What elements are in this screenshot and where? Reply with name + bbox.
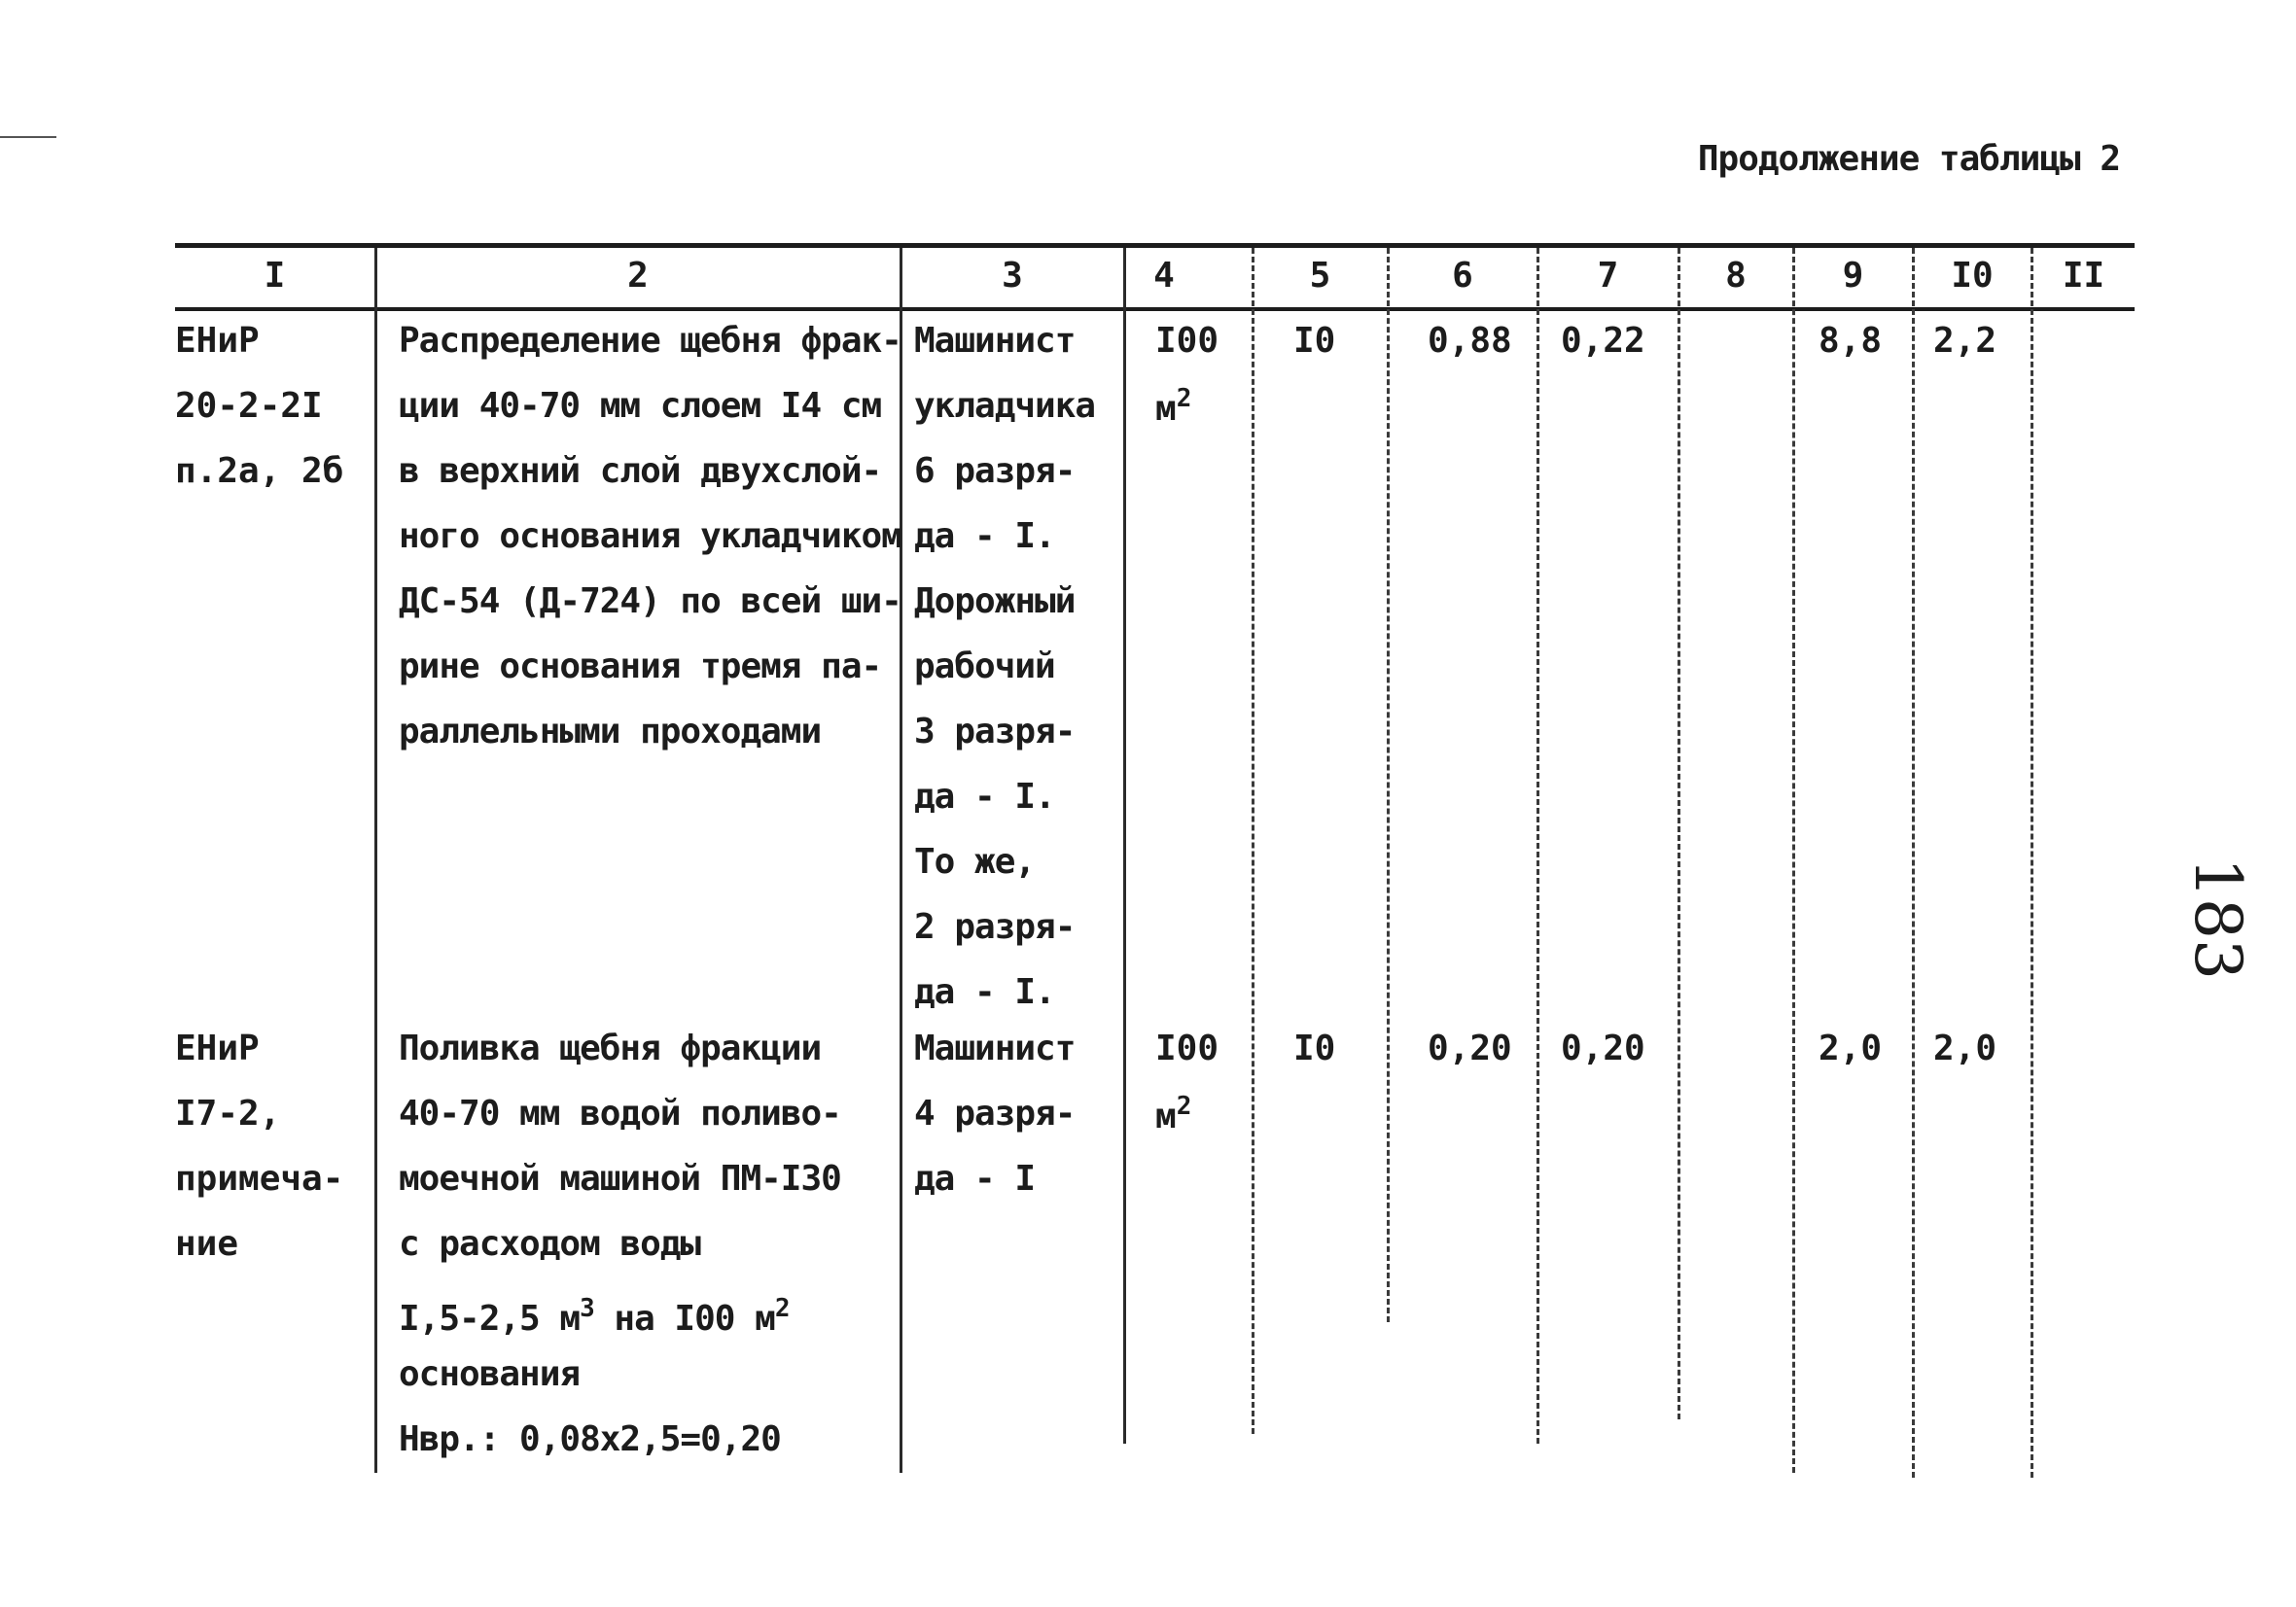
row2-desc-line: Нвр.: 0,08х2,5=0,20 bbox=[399, 1419, 781, 1459]
column-divider-9-10 bbox=[1912, 248, 1915, 1478]
row2-ref-line: примеча- bbox=[175, 1159, 344, 1199]
header-col-8: 8 bbox=[1725, 256, 1747, 296]
row2-reference bbox=[175, 1016, 343, 1276]
row2-worker-line: да - I bbox=[914, 1159, 1036, 1199]
header-col-9: 9 bbox=[1842, 256, 1864, 296]
row2-water-middle: на I00 м bbox=[593, 1299, 775, 1339]
row2-col6: 0,20 bbox=[1428, 1029, 1512, 1068]
row1-worker-line: Дорожный bbox=[914, 581, 1076, 621]
row1-worker-line: Машинист bbox=[914, 321, 1076, 361]
row2-col10: 2,0 bbox=[1933, 1029, 1997, 1068]
row1-description bbox=[399, 308, 900, 764]
row2-worker-line: Машинист bbox=[914, 1029, 1076, 1068]
row1-col5: I0 bbox=[1293, 321, 1336, 361]
row2-water-power2: 2 bbox=[774, 1294, 790, 1323]
row1-desc-line: в верхний слой двухслой- bbox=[399, 451, 882, 491]
header-col-5: 5 bbox=[1309, 256, 1331, 296]
row2-desc-line: основания bbox=[399, 1354, 581, 1394]
row1-col10: 2,2 bbox=[1933, 321, 1997, 361]
row2-col5: I0 bbox=[1293, 1029, 1336, 1068]
column-divider-2-3 bbox=[900, 248, 902, 1473]
row1-unit bbox=[1155, 369, 1191, 428]
row1-ref-line: 20-2-2I bbox=[175, 386, 323, 426]
row2-desc-line: Поливка щебня фракции bbox=[399, 1029, 822, 1068]
row1-desc-line: раллельными проходами bbox=[399, 712, 822, 751]
row1-worker-line: 6 разря- bbox=[914, 451, 1076, 491]
column-divider-3-4 bbox=[1123, 248, 1126, 1444]
row1-reference bbox=[175, 308, 343, 504]
row2-ref-line: ние bbox=[175, 1224, 239, 1264]
row2-desc-line: моечной машиной ПМ-I30 bbox=[399, 1159, 841, 1199]
header-col-1: I bbox=[264, 256, 286, 296]
row2-description bbox=[399, 1016, 900, 1472]
row2-ref-line: I7-2, bbox=[175, 1094, 281, 1134]
page-number: 183 bbox=[2180, 857, 2255, 980]
header-col-11: II bbox=[2062, 256, 2105, 296]
row2-water-power1: 3 bbox=[580, 1294, 594, 1323]
header-col-3: 3 bbox=[1002, 256, 1023, 296]
row1-unit-symbol: м bbox=[1155, 389, 1177, 429]
row2-water-prefix: I,5-2,5 м bbox=[399, 1299, 581, 1339]
row1-ref-line: ЕНиР bbox=[175, 321, 260, 361]
row1-col9: 8,8 bbox=[1819, 321, 1883, 361]
column-divider-8-9 bbox=[1792, 248, 1795, 1473]
row1-workers bbox=[914, 308, 1123, 1025]
row1-worker-line: да - I. bbox=[914, 972, 1055, 1012]
column-divider-5-6 bbox=[1387, 248, 1390, 1322]
row2-desc-line: с расходом воды bbox=[399, 1224, 701, 1264]
row1-col6: 0,88 bbox=[1428, 321, 1512, 361]
row2-ref-line: ЕНиР bbox=[175, 1029, 260, 1068]
row2-unit-value: I00 bbox=[1155, 1029, 1219, 1068]
row1-desc-line: рине основания тремя па- bbox=[399, 646, 882, 686]
row2-col9: 2,0 bbox=[1819, 1029, 1883, 1068]
row1-worker-line: 3 разря- bbox=[914, 712, 1076, 751]
table-top-rule bbox=[175, 243, 2135, 248]
row2-unit bbox=[1155, 1077, 1191, 1135]
column-divider-6-7 bbox=[1537, 248, 1539, 1444]
table-caption: Продолжение таблицы 2 bbox=[1697, 139, 2120, 179]
column-divider-4-5 bbox=[1252, 248, 1254, 1434]
row1-desc-line: ции 40-70 мм слоем I4 см bbox=[399, 386, 882, 426]
row1-unit-value: I00 bbox=[1155, 321, 1219, 361]
column-divider-7-8 bbox=[1678, 248, 1680, 1419]
row1-worker-line: да - I. bbox=[914, 516, 1055, 556]
header-col-7: 7 bbox=[1597, 256, 1619, 296]
row2-water-rate bbox=[399, 1276, 900, 1342]
column-divider-1-2 bbox=[374, 248, 377, 1473]
column-divider-10-11 bbox=[2031, 248, 2033, 1478]
row2-unit-symbol: м bbox=[1155, 1097, 1177, 1136]
row2-workers bbox=[914, 1016, 1123, 1211]
row1-desc-line: Распределение щебня фрак- bbox=[399, 321, 901, 361]
header-col-10: I0 bbox=[1951, 256, 1994, 296]
row1-desc-line: ДС-54 (Д-724) по всей ши- bbox=[399, 581, 901, 621]
left-edge-mark bbox=[0, 136, 56, 138]
row1-desc-line: ного основания укладчиком bbox=[399, 516, 901, 556]
header-col-4: 4 bbox=[1153, 256, 1175, 296]
row2-col7: 0,20 bbox=[1561, 1029, 1645, 1068]
row1-worker-line: рабочий bbox=[914, 646, 1055, 686]
row2-worker-line: 4 разря- bbox=[914, 1094, 1076, 1134]
row1-ref-line: п.2а, 2б bbox=[175, 451, 344, 491]
row1-worker-line: 2 разря- bbox=[914, 907, 1076, 947]
row2-desc-line: 40-70 мм водой поливо- bbox=[399, 1094, 841, 1134]
row1-worker-line: То же, bbox=[914, 842, 1036, 882]
row1-unit-power: 2 bbox=[1176, 384, 1192, 413]
row1-worker-line: да - I. bbox=[914, 777, 1055, 817]
header-col-6: 6 bbox=[1452, 256, 1473, 296]
row1-worker-line: укладчика bbox=[914, 386, 1096, 426]
row1-col7: 0,22 bbox=[1561, 321, 1645, 361]
header-col-2: 2 bbox=[627, 256, 649, 296]
row2-unit-power: 2 bbox=[1176, 1092, 1192, 1121]
